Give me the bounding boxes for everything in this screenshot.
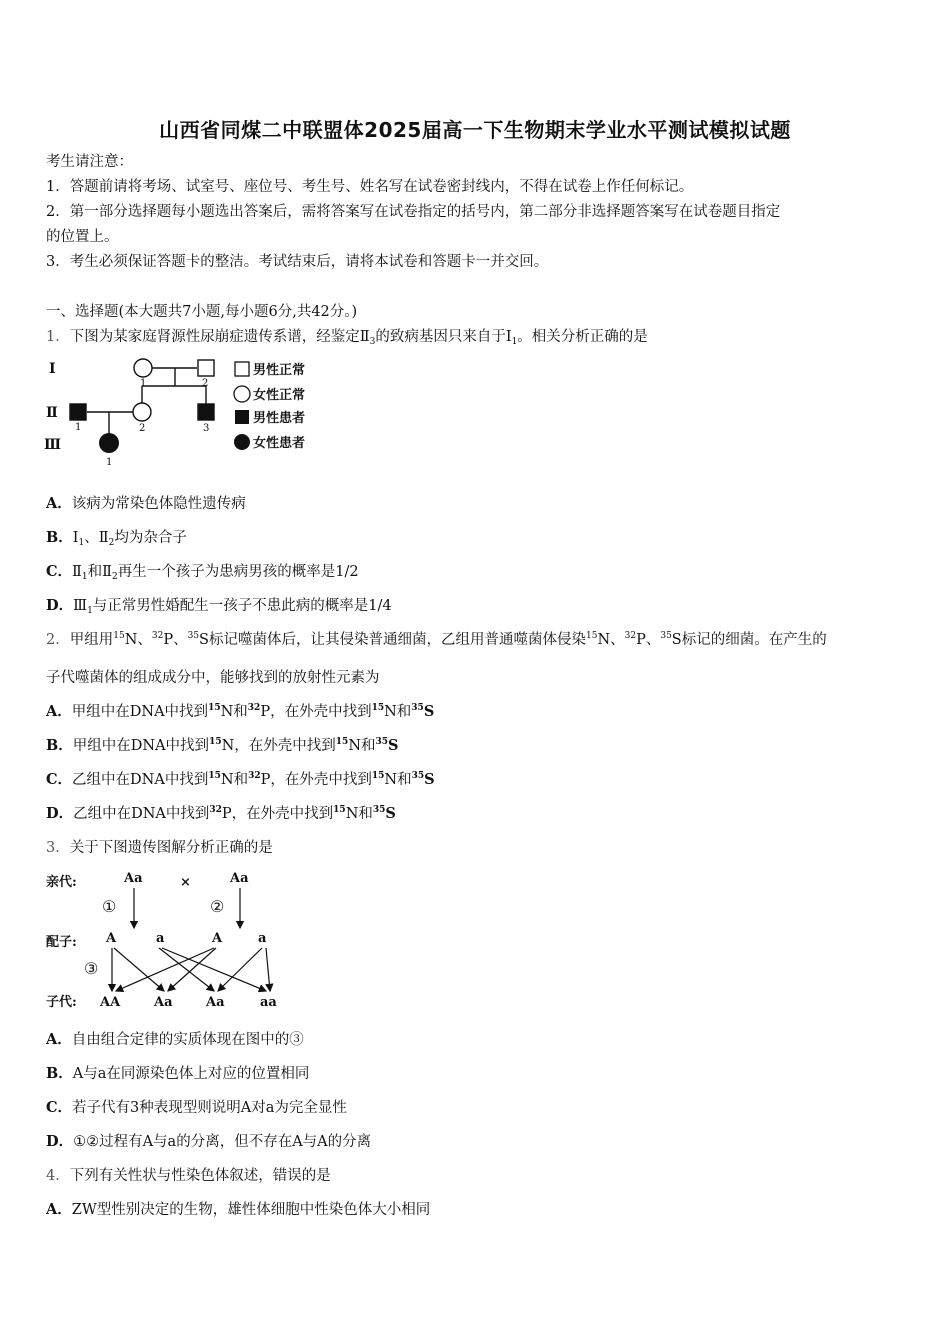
gamete-1: A <box>106 931 117 946</box>
q3-stem: 3．关于下图遗传图解分析正确的是 <box>46 840 273 856</box>
indiv-label-I1: 1 <box>140 378 147 389</box>
indiv-label-I2: 2 <box>202 378 209 389</box>
parent-2-genotype: Aa <box>230 871 249 886</box>
notice-item-2-cont: 的位置上。 <box>46 229 119 245</box>
step-label-3: ③ <box>84 959 99 978</box>
gamete-3: A <box>212 931 223 946</box>
q2-option-a: A．甲组中在DNA中找到$^{15}$N和$^{32}$P，在外壳中找到$^{15}$N和$^{35}$S <box>46 703 435 720</box>
legend-normal-female-symbol <box>234 386 250 402</box>
legend-affected-female-symbol <box>234 434 250 450</box>
offspring-3: Aa <box>206 995 225 1010</box>
indiv-label-II2: 2 <box>139 423 146 434</box>
notice-item-3: 3．考生必须保证答题卡的整洁。考试结束后，请将本试卷和答题卡一并交回。 <box>46 254 549 270</box>
cross-symbol: × <box>180 875 191 890</box>
q2-option-d: D．乙组中在DNA中找到$^{32}$P，在外壳中找到$^{15}$N和$^{35}$S <box>46 805 396 822</box>
q3-number: 3． <box>46 840 70 856</box>
q2-option-b: B．甲组中在DNA中找到$^{15}$N，在外壳中找到$^{15}$N和$^{35}$S <box>46 737 399 754</box>
q4-option-a: A．ZW型性别决定的生物，雄性体细胞中性染色体大小相同 <box>46 1201 431 1218</box>
indiv-label-II3: 3 <box>203 423 210 434</box>
generation-label-II: Ⅱ <box>46 405 58 421</box>
q1-option-a: A．该病为常染色体隐性遗传病 <box>46 495 246 512</box>
generation-label-I: Ⅰ <box>49 361 56 377</box>
q1-option-d: D．$Ⅲ_1$与正常男性婚配生一孩子不患此病的概率是1/4 <box>46 597 392 616</box>
row-label-offspring: 子代: <box>46 995 77 1010</box>
pedigree-III1-affected-female <box>99 433 119 453</box>
exam-title: 山西省同煤二中联盟体2025届高一下生物期末学业水平测试模拟试题 <box>159 118 791 142</box>
parent-1-genotype: Aa <box>124 871 143 886</box>
legend-normal-male: 男性正常 <box>253 363 306 378</box>
q1-stem: 1．下图为某家庭肾源性尿崩症遗传系谱，经鉴定$Ⅱ_3$的致病基因只来自于$Ⅰ_1$。相关分析正确的是 <box>46 329 648 347</box>
q2-stem-line1: 2．甲组用$^{15}$N、$^{32}$P、$^{35}$S标记噬菌体后，让其侵染普通细菌，乙组用普通噬菌体侵染$^{15}$N、$^{32}$P、$^{35}$S标记的细菌。在产生的 <box>46 631 827 648</box>
q2-number: 2． <box>46 632 70 648</box>
legend-affected-male: 男性患者 <box>253 411 306 426</box>
pedigree-I1-normal-female <box>134 359 152 377</box>
section-heading: 一、选择题(本大题共7小题,每小题6分,共42分。) <box>46 304 358 320</box>
genetic-cross-diagram <box>44 866 294 1016</box>
q4-stem: 4．下列有关性状与性染色体叙述，错误的是 <box>46 1168 331 1184</box>
q3-option-c: C．若子代有3种表现型则说明A对a为完全显性 <box>46 1099 347 1116</box>
generation-label-III: Ⅲ <box>44 437 62 453</box>
pedigree-I2-normal-male <box>198 360 214 376</box>
indiv-label-II1: 1 <box>75 422 82 433</box>
legend-affected-male-symbol <box>235 410 249 424</box>
notice-item-2: 2．第一部分选择题每小题选出答案后，需将答案写在试卷指定的括号内，第二部分非选择题答案写在试卷题目指定 <box>46 204 781 220</box>
q1-option-c: C．$Ⅱ_1$和$Ⅱ_2$再生一个孩子为患病男孩的概率是1/2 <box>46 563 359 582</box>
q2-stem-line2: 子代噬菌体的组成成分中，能够找到的放射性元素为 <box>46 670 380 686</box>
notice-item-1: 1．答题前请将考场、试室号、座位号、考生号、姓名写在试卷密封线内，不得在试卷上作任何标记。 <box>46 179 694 195</box>
offspring-4: aa <box>260 995 277 1010</box>
q3-option-b: B．A与a在同源染色体上对应的位置相同 <box>46 1065 310 1082</box>
notice-heading: 考生请注意： <box>46 154 133 170</box>
offspring-2: Aa <box>154 995 173 1010</box>
gamete-4: a <box>258 931 267 946</box>
q4-number: 4． <box>46 1168 70 1184</box>
legend-normal-male-symbol <box>235 362 249 376</box>
row-label-gametes: 配子: <box>46 935 77 950</box>
legend-affected-female: 女性患者 <box>253 436 306 451</box>
pedigree-II1-affected-male <box>70 404 86 420</box>
q3-option-d: D．①②过程有A与a的分离，但不存在A与A的分离 <box>46 1133 372 1150</box>
gamete-2: a <box>156 931 165 946</box>
offspring-1: AA <box>100 995 121 1010</box>
step-label-2: ② <box>210 897 225 916</box>
pedigree-II2-normal-female <box>133 403 151 421</box>
indiv-label-III1: 1 <box>106 457 113 468</box>
q1-number: 1． <box>46 329 70 345</box>
step-label-1: ① <box>102 897 117 916</box>
pedigree-II3-affected-male <box>198 404 214 420</box>
q1-option-b: B．$Ⅰ_1$、$Ⅱ_2$均为杂合子 <box>46 529 187 548</box>
q2-option-c: C．乙组中在DNA中找到$^{15}$N和$^{32}$P，在外壳中找到$^{15}$N和$^{35}$S <box>46 771 435 788</box>
q3-option-a: A．自由组合定律的实质体现在图中的③ <box>46 1031 304 1048</box>
row-label-parents: 亲代: <box>46 875 77 890</box>
pedigree-chart <box>40 352 340 472</box>
legend-normal-female: 女性正常 <box>253 388 306 403</box>
